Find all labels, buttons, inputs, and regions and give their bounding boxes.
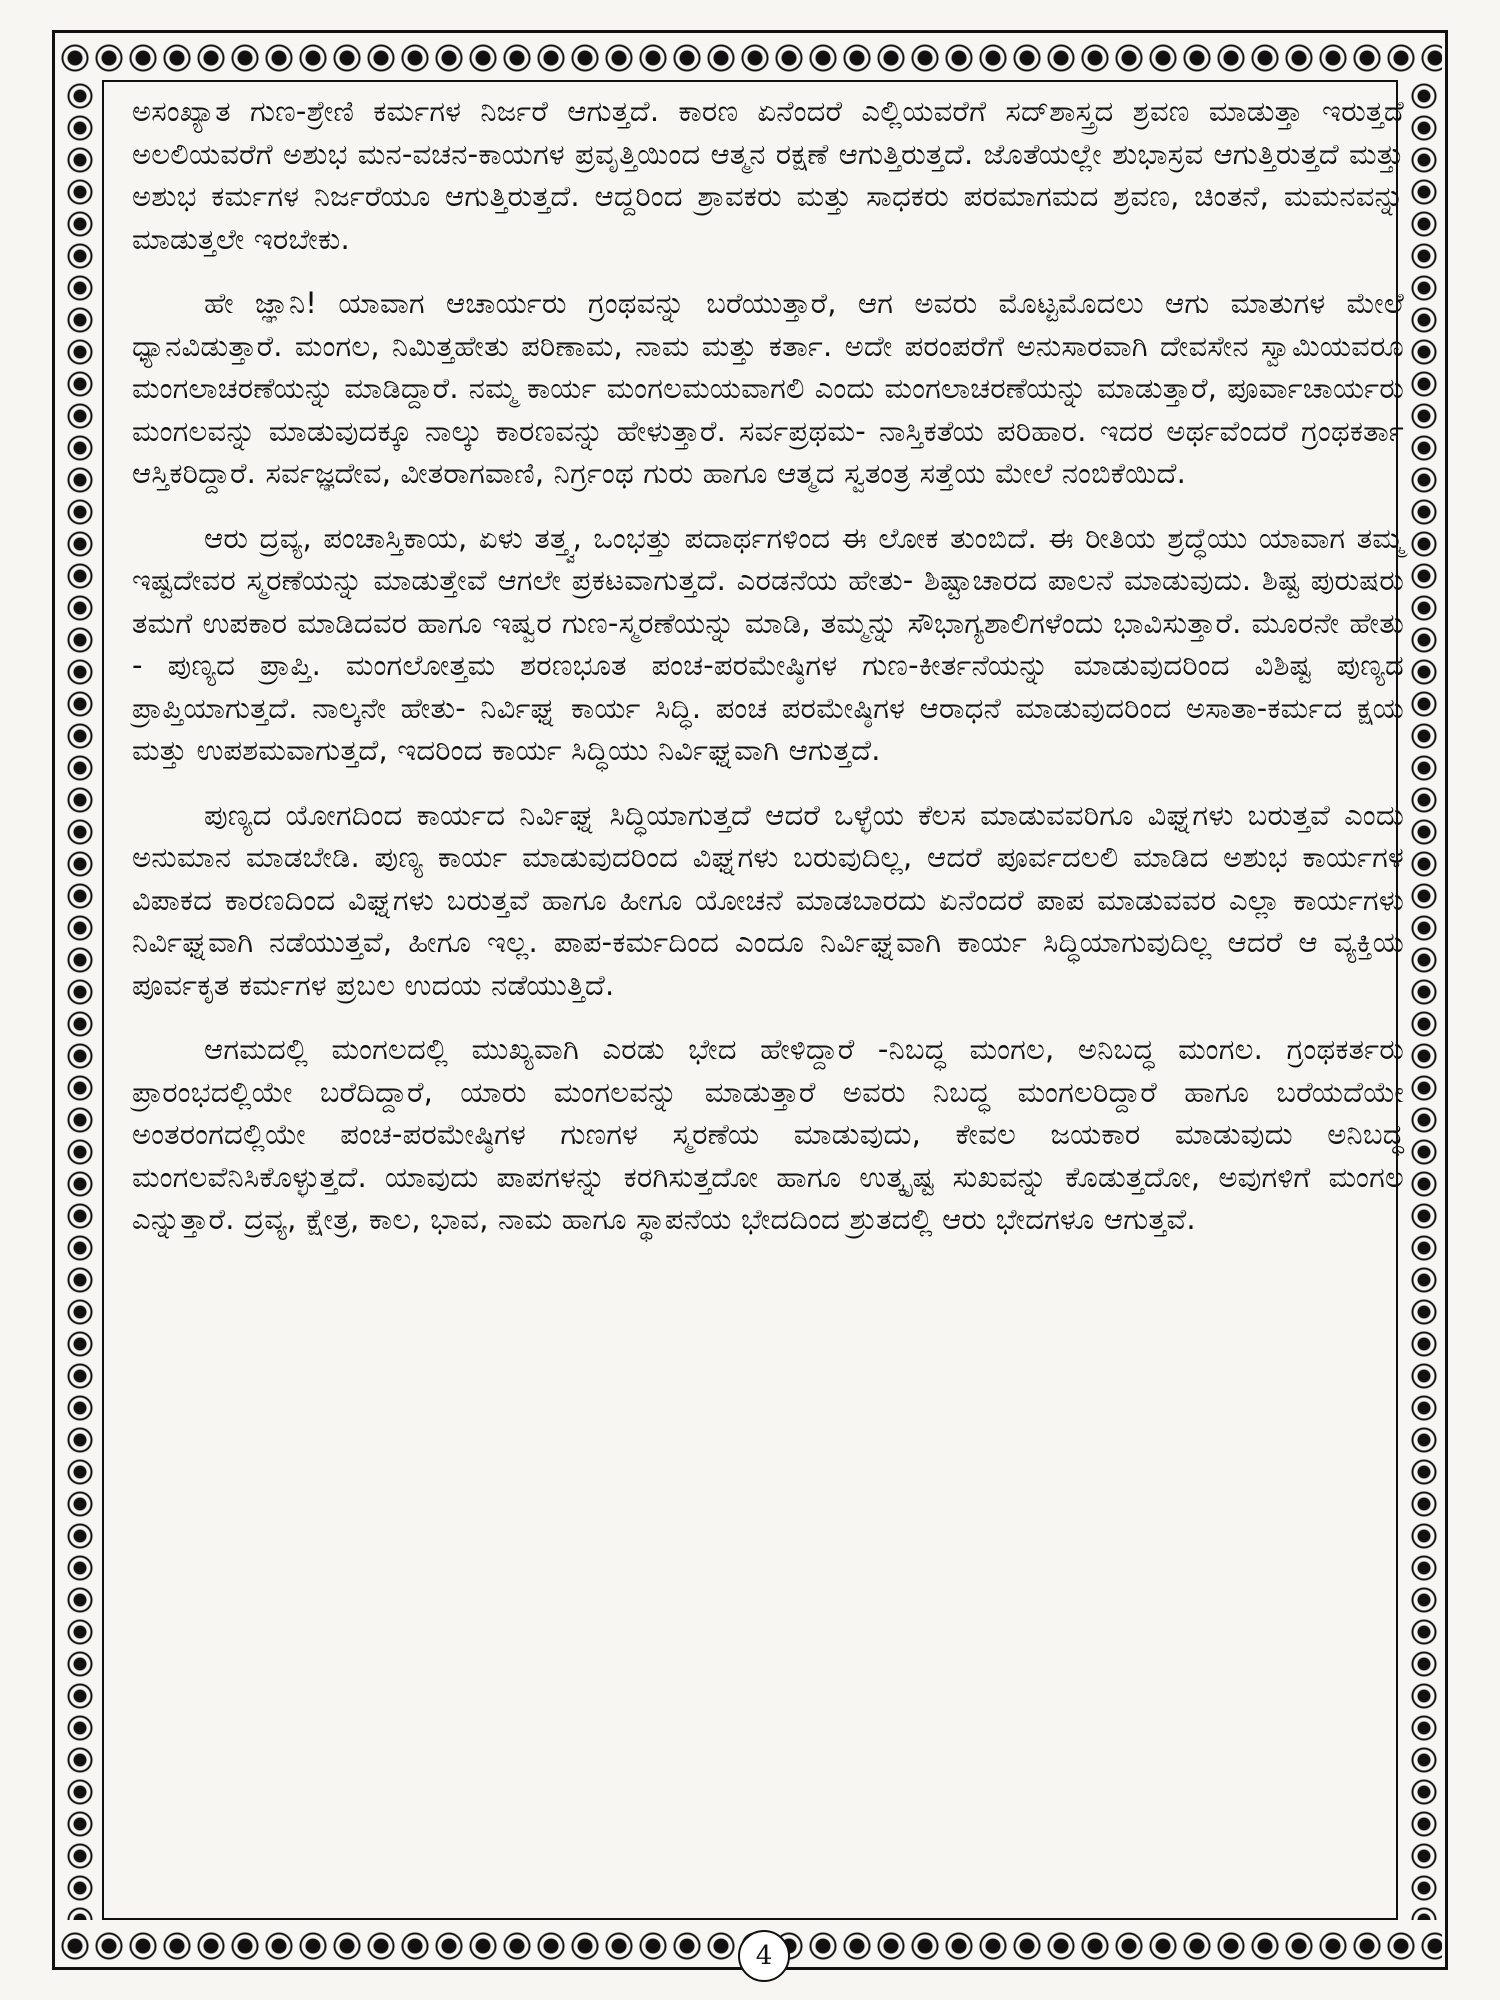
- ornamental-border-top: [58, 36, 1442, 76]
- body-text: [132, 90, 1404, 1263]
- paragraph-2: ಹೇ ಜ್ಞಾನಿ! ಯಾವಾಗ ಆಚಾರ್ಯರು ಗ್ರಂಥವನ್ನು ಬರೆಯುತ್ತಾರೆ, ಆಗ ಅವರು ಮೊಟ್ಟಮೊದಲು ಆಗು ಮಾತುಗಳ ಮೇಲೆ ಧ್ಯಾನವಿಡುತ್ತಾರೆ. ಮಂಗಲ, ನಿಮಿತ್ತಹೇತು ಪರಿಣಾಮ, ನಾಮ ಮತ್ತು ಕರ್ತಾ. ಅದೇ ಪರಂಪರೆಗೆ ಅನುಸಾರವಾಗಿ ದೇವಸೇನ ಸ್ವಾಮಿಯವರೂ ಮಂಗಲಾಚರಣೆಯನ್ನು ಮಾಡಿದ್ದಾರೆ. ನಮ್ಮ ಕಾರ್ಯ ಮಂಗಲಮಯವಾಗಲಿ ಎಂದು ಮಂಗಲಾಚರಣೆಯನ್ನು ಮಾಡುತ್ತಾರೆ, ಪೂರ್ವಾಚಾರ್ಯರು ಮಂಗಲವನ್ನು ಮಾಡುವುದಕ್ಕೂ ನಾಲ್ಕು ಕಾರಣವನ್ನು ಹೇಳುತ್ತಾರೆ. ಸರ್ವಪ್ರಥಮ- ನಾಸ್ತಿಕತೆಯ ಪರಿಹಾರ. ಇದರ ಅರ್ಥವೆಂದರೆ ಗ್ರಂಥಕರ್ತಾ ಆಸ್ತಿಕರಿದ್ದಾರೆ. ಸರ್ವಜ್ಞದೇವ, ವೀತರಾಗವಾಣಿ, ನಿರ್ಗ್ರಂಥ ಗುರು ಹಾಗೂ ಆತ್ಮದ ಸ್ವತಂತ್ರ ಸತ್ತೆಯ ಮೇಲೆ ನಂಬಿಕೆಯಿದೆ.: [132, 286, 1404, 490]
- paragraph-4: ಪುಣ್ಯದ ಯೋಗದಿಂದ ಕಾರ್ಯದ ನಿರ್ವಿಘ್ನ ಸಿದ್ಧಿಯಾಗುತ್ತದೆ ಆದರೆ ಒಳ್ಳೆಯ ಕೆಲಸ ಮಾಡುವವರಿಗೂ ವಿಘ್ನಗಳು ಬರುತ್ತವೆ ಎಂದು ಅನುಮಾನ ಮಾಡಬೇಡಿ. ಪುಣ್ಯ ಕಾರ್ಯ ಮಾಡುವುದರಿಂದ ವಿಘ್ನಗಳು ಬರುವುದಿಲ್ಲ, ಆದರೆ ಪೂರ್ವದಲಲಿ ಮಾಡಿದ ಅಶುಭ ಕಾರ್ಯಗಳ ವಿಪಾಕದ ಕಾರಣದಿಂದ ವಿಘ್ನಗಳು ಬರುತ್ತವೆ ಹಾಗೂ ಹೀಗೂ ಯೋಚನೆ ಮಾಡಬಾರದು ಏನೆಂದರೆ ಪಾಪ ಮಾಡುವವರ ಎಲ್ಲಾ ಕಾರ್ಯಗಳು ನಿರ್ವಿಘ್ನವಾಗಿ ನಡೆಯುತ್ತವೆ, ಹೀಗೂ ಇಲ್ಲ. ಪಾಪ-ಕರ್ಮದಿಂದ ಎಂದೂ ನಿರ್ವಿಘ್ನವಾಗಿ ಕಾರ್ಯ ಸಿದ್ಧಿಯಾಗುವುದಿಲ್ಲ ಆದರೆ ಆ ವ್ಯಕ್ತಿಯ ಪೂರ್ವಕೃತ ಕರ್ಮಗಳ ಪ್ರಬಲ ಉದಯ ನಡೆಯುತ್ತಿದೆ.: [132, 797, 1404, 1002]
- ornamental-border-left: [58, 80, 98, 1920]
- paragraph-1: ಅಸಂಖ್ಯಾತ ಗುಣ-ಶ್ರೇಣಿ ಕರ್ಮಗಳ ನಿರ್ಜರೆ ಆಗುತ್ತದೆ. ಕಾರಣ ಏನೆಂದರೆ ಎಲ್ಲಿಯವರೆಗೆ ಸದ್‌ಶಾಸ್ತ್ರದ ಶ್ರವಣ ಮಾಡುತ್ತಾ ಇರುತ್ತದೆ ಅಲಲಿಯವರೆಗೆ ಅಶುಭ ಮನ-ವಚನ-ಕಾಯಗಳ ಪ್ರವೃತ್ತಿಯಿಂದ ಆತ್ಮನ ರಕ್ಷಣೆ ಆಗುತ್ತಿರುತ್ತದೆ. ಜೊತೆಯಲ್ಲೇ ಶುಭಾಸ್ರವ ಆಗುತ್ತಿರುತ್ತದೆ ಮತ್ತು ಅಶುಭ ಕರ್ಮಗಳ ನಿರ್ಜರೆಯೂ ಆಗುತ್ತಿರುತ್ತದೆ. ಆದ್ದರಿಂದ ಶ್ರಾವಕರು ಮತ್ತು ಸಾಧಕರು ಪರಮಾಗಮದ ಶ್ರವಣ, ಚಿಂತನೆ, ಮಮನವನ್ನು ಮಾಡುತ್ತಲೇ ಇರಬೇಕು.: [132, 94, 1404, 256]
- paragraph-5: ಆಗಮದಲ್ಲಿ ಮಂಗಲದಲ್ಲಿ ಮುಖ್ಯವಾಗಿ ಎರಡು ಭೇದ ಹೇಳಿದ್ದಾರೆ -ನಿಬದ್ಧ ಮಂಗಲ, ಅನಿಬದ್ಧ ಮಂಗಲ. ಗ್ರಂಥಕರ್ತರು ಪ್ರಾರಂಭದಲ್ಲಿಯೇ ಬರೆದಿದ್ದಾರೆ, ಯಾರು ಮಂಗಲವನ್ನು ಮಾಡುತ್ತಾರೆ ಅವರು ನಿಬದ್ಧ ಮಂಗಲರಿದ್ದಾರೆ ಹಾಗೂ ಬರೆಯದೆಯೇ ಅಂತರಂಗದಲ್ಲಿಯೇ ಪಂಚ-ಪರಮೇಷ್ಠಿಗಳ ಗುಣಗಳ ಸ್ಮರಣೆಯ ಮಾಡುವುದು, ಕೇವಲ ಜಯಕಾರ ಮಾಡುವುದು ಅನಿಬದ್ಧ ಮಂಗಲವೆನಿಸಿಕೊಳ್ಳುತ್ತದೆ. ಯಾವುದು ಪಾಪಗಳನ್ನು ಕರಗಿಸುತ್ತದೋ ಹಾಗೂ ಉತ್ಕೃಷ್ಟ ಸುಖವನ್ನು ಕೊಡುತ್ತದೋ, ಅವುಗಳಿಗೆ ಮಂಗಲ ಎನ್ನುತ್ತಾರೆ. ದ್ರವ್ಯ, ಕ್ಷೇತ್ರ, ಕಾಲ, ಭಾವ, ನಾಮ ಹಾಗೂ ಸ್ಥಾಪನೆಯ ಭೇದದಿಂದ ಶ್ರುತದಲ್ಲಿ ಆರು ಭೇದಗಳೂ ಆಗುತ್ತವೆ.: [132, 1032, 1404, 1236]
- ornamental-border-right: [1402, 80, 1442, 1920]
- paragraph-3: ಆರು ದ್ರವ್ಯ, ಪಂಚಾಸ್ತಿಕಾಯ, ಏಳು ತತ್ತ್ವ, ಒಂಭತ್ತು ಪದಾರ್ಥಗಳಿಂದ ಈ ಲೋಕ ತುಂಬಿದೆ. ಈ ರೀತಿಯ ಶ್ರದ್ಧೆಯು ಯಾವಾಗ ತಮ್ಮ ಇಷ್ಟದೇವರ ಸ್ಮರಣೆಯನ್ನು ಮಾಡುತ್ತೇವೆ ಆಗಲೇ ಪ್ರಕಟವಾಗುತ್ತದೆ. ಎರಡನೆಯ ಹೇತು- ಶಿಷ್ಟಾಚಾರದ ಪಾಲನೆ ಮಾಡುವುದು. ಶಿಷ್ಟ ಪುರುಷರು ತಮಗೆ ಉಪಕಾರ ಮಾಡಿದವರ ಹಾಗೂ ಇಷ್ವರ ಗುಣ-ಸ್ಮರಣೆಯನ್ನು ಮಾಡಿ, ತಮ್ಮನ್ನು ಸೌಭಾಗ್ಯಶಾಲಿಗಳೆಂದು ಭಾವಿಸುತ್ತಾರೆ. ಮೂರನೇ ಹೇತು - ಪುಣ್ಯದ ಪ್ರಾಪ್ತಿ. ಮಂಗಲೋತ್ತಮ ಶರಣಭೂತ ಪಂಚ-ಪರಮೇಷ್ಠಿಗಳ ಗುಣ-ಕೀರ್ತನೆಯನ್ನು ಮಾಡುವುದರಿಂದ ವಿಶಿಷ್ಟ ಪುಣ್ಯದ ಪ್ರಾಪ್ತಿಯಾಗುತ್ತದೆ. ನಾಲ್ಕನೇ ಹೇತು- ನಿರ್ವಿಘ್ನ ಕಾರ್ಯ ಸಿದ್ಧಿ. ಪಂಚ ಪರಮೇಷ್ಠಿಗಳ ಆರಾಧನೆ ಮಾಡುವುದರಿಂದ ಅಸಾತಾ-ಕರ್ಮದ ಕ್ಷಯ ಮತ್ತು ಉಪಶಮವಾಗುತ್ತದೆ, ಇದರಿಂದ ಕಾರ್ಯ ಸಿದ್ಧಿಯು ನಿರ್ವಿಘ್ನವಾಗಿ ಆಗುತ್ತದೆ.: [132, 520, 1404, 767]
- page-number: 4: [738, 1930, 790, 1982]
